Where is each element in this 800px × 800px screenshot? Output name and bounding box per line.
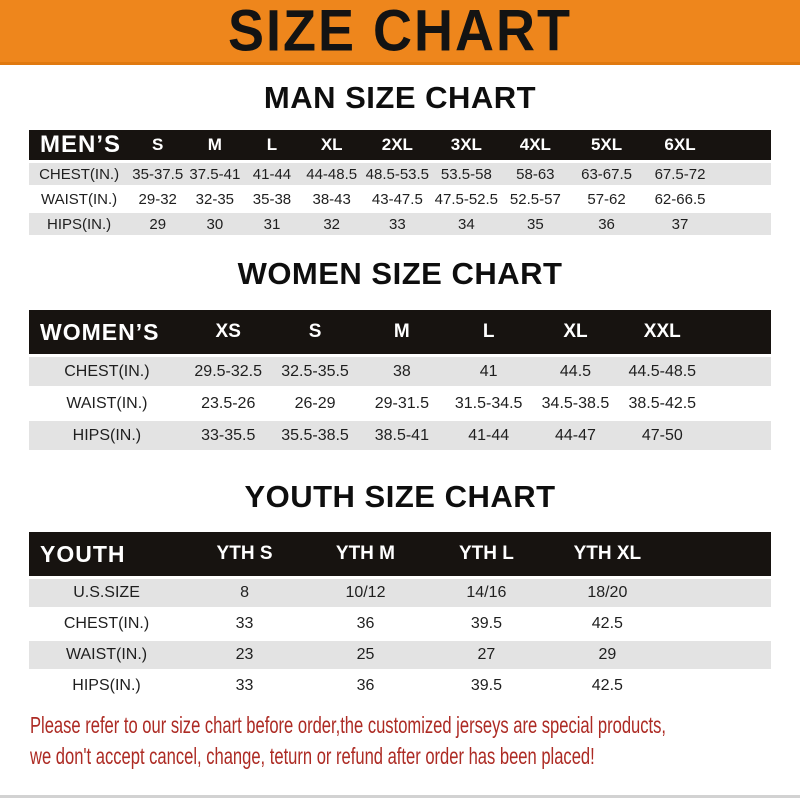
size-column-header: S — [272, 310, 359, 354]
size-column-header: 5XL — [570, 130, 643, 160]
size-value-cell: 36 — [305, 610, 426, 638]
size-value-cell: 29-32 — [129, 188, 186, 210]
measure-label: WAIST(IN.) — [29, 188, 129, 210]
measure-label: CHEST(IN.) — [29, 357, 185, 386]
size-value-cell: 38-43 — [301, 188, 363, 210]
size-value-cell: 29-31.5 — [358, 389, 445, 418]
size-column-header: YTH M — [305, 532, 426, 576]
table-row — [29, 421, 771, 450]
women-size-chart-title: WOMEN SIZE CHART — [237, 256, 563, 292]
size-value-cell: 44.5 — [532, 357, 619, 386]
size-column-header: 4XL — [501, 130, 570, 160]
measure-label: WAIST(IN.) — [29, 641, 184, 669]
size-value-cell: 30 — [186, 213, 243, 235]
size-value-cell: 41 — [445, 357, 532, 386]
size-value-cell: 34.5-38.5 — [532, 389, 619, 418]
size-column-header: XL — [532, 310, 619, 354]
size-value-cell: 35-37.5 — [129, 163, 186, 185]
size-column-header: 2XL — [363, 130, 432, 160]
youth-size-table — [29, 529, 771, 703]
size-value-cell: 67.5-72 — [643, 163, 716, 185]
size-value-cell: 32 — [301, 213, 363, 235]
size-value-cell: 29 — [129, 213, 186, 235]
spacer-cell — [706, 310, 771, 354]
spacer-cell — [668, 532, 771, 576]
size-column-header: YTH XL — [547, 532, 668, 576]
spacer-cell — [706, 389, 771, 418]
size-value-cell: 10/12 — [305, 579, 426, 607]
spacer-cell — [668, 672, 771, 700]
size-value-cell: 44-48.5 — [301, 163, 363, 185]
size-value-cell: 32-35 — [186, 188, 243, 210]
size-value-cell: 47-50 — [619, 421, 706, 450]
size-value-cell: 58-63 — [501, 163, 570, 185]
measure-label: HIPS(IN.) — [29, 672, 184, 700]
spacer-cell — [706, 357, 771, 386]
spacer-cell — [668, 610, 771, 638]
size-value-cell: 14/16 — [426, 579, 547, 607]
table-row — [29, 641, 771, 669]
size-value-cell: 42.5 — [547, 610, 668, 638]
spacer-cell — [717, 163, 771, 185]
size-value-cell: 32.5-35.5 — [272, 357, 359, 386]
disclaimer-line-1: Please refer to our size chart before order,the customized jerseys are special products, — [30, 712, 667, 739]
size-value-cell: 23.5-26 — [185, 389, 272, 418]
size-value-cell: 48.5-53.5 — [363, 163, 432, 185]
size-column-header: L — [243, 130, 300, 160]
size-value-cell: 38.5-42.5 — [619, 389, 706, 418]
men-size-table — [29, 127, 771, 238]
size-value-cell: 52.5-57 — [501, 188, 570, 210]
table-row — [29, 672, 771, 700]
size-value-cell: 42.5 — [547, 672, 668, 700]
size-value-cell: 38.5-41 — [358, 421, 445, 450]
size-value-cell: 44-47 — [532, 421, 619, 450]
size-value-cell: 62-66.5 — [643, 188, 716, 210]
size-value-cell: 33 — [184, 610, 305, 638]
size-value-cell: 41-44 — [243, 163, 300, 185]
size-column-header: M — [186, 130, 243, 160]
size-column-header: 6XL — [643, 130, 716, 160]
disclaimer — [30, 710, 800, 772]
table-row — [29, 213, 771, 235]
measure-label: HIPS(IN.) — [29, 421, 185, 450]
measure-label: CHEST(IN.) — [29, 610, 184, 638]
size-column-header: YTH L — [426, 532, 547, 576]
size-value-cell: 27 — [426, 641, 547, 669]
size-value-cell: 63-67.5 — [570, 163, 643, 185]
table-band-label: MEN’S — [29, 130, 129, 160]
size-column-header: XS — [185, 310, 272, 354]
size-value-cell: 23 — [184, 641, 305, 669]
size-value-cell: 41-44 — [445, 421, 532, 450]
measure-label: HIPS(IN.) — [29, 213, 129, 235]
measure-label: CHEST(IN.) — [29, 163, 129, 185]
size-value-cell: 29 — [547, 641, 668, 669]
table-header-row — [29, 532, 771, 576]
size-value-cell: 26-29 — [272, 389, 359, 418]
size-value-cell: 57-62 — [570, 188, 643, 210]
spacer-cell — [717, 130, 771, 160]
size-column-header: YTH S — [184, 532, 305, 576]
size-value-cell: 8 — [184, 579, 305, 607]
spacer-cell — [706, 421, 771, 450]
youth-size-chart-title: YOUTH SIZE CHART — [244, 479, 556, 515]
size-value-cell: 33-35.5 — [185, 421, 272, 450]
size-value-cell: 39.5 — [426, 610, 547, 638]
size-value-cell: 34 — [432, 213, 501, 235]
disclaimer-line-2: we don't accept cancel, change, teturn or refund after order has been placed! — [30, 743, 595, 770]
size-column-header: XL — [301, 130, 363, 160]
size-value-cell: 37 — [643, 213, 716, 235]
spacer-cell — [668, 579, 771, 607]
table-row — [29, 389, 771, 418]
size-column-header: XXL — [619, 310, 706, 354]
size-value-cell: 43-47.5 — [363, 188, 432, 210]
measure-label: WAIST(IN.) — [29, 389, 185, 418]
size-value-cell: 37.5-41 — [186, 163, 243, 185]
size-value-cell: 47.5-52.5 — [432, 188, 501, 210]
size-value-cell: 36 — [570, 213, 643, 235]
man-size-chart-title: MAN SIZE CHART — [263, 80, 537, 115]
size-value-cell: 25 — [305, 641, 426, 669]
size-value-cell: 53.5-58 — [432, 163, 501, 185]
size-value-cell: 33 — [363, 213, 432, 235]
size-column-header: S — [129, 130, 186, 160]
size-value-cell: 36 — [305, 672, 426, 700]
size-value-cell: 35 — [501, 213, 570, 235]
women-size-table — [29, 307, 771, 453]
size-value-cell: 39.5 — [426, 672, 547, 700]
size-chart-title: SIZE CHART — [228, 0, 572, 64]
size-value-cell: 35-38 — [243, 188, 300, 210]
table-row — [29, 188, 771, 210]
table-row — [29, 357, 771, 386]
measure-label: U.S.SIZE — [29, 579, 184, 607]
table-band-label: WOMEN’S — [29, 310, 185, 354]
table-row — [29, 610, 771, 638]
size-value-cell: 44.5-48.5 — [619, 357, 706, 386]
size-column-header: L — [445, 310, 532, 354]
bottom-divider — [0, 795, 800, 798]
size-value-cell: 29.5-32.5 — [185, 357, 272, 386]
spacer-cell — [668, 641, 771, 669]
size-value-cell: 33 — [184, 672, 305, 700]
size-value-cell: 31 — [243, 213, 300, 235]
size-value-cell: 35.5-38.5 — [272, 421, 359, 450]
spacer-cell — [717, 213, 771, 235]
table-band-label: YOUTH — [29, 532, 184, 576]
size-value-cell: 38 — [358, 357, 445, 386]
size-value-cell: 18/20 — [547, 579, 668, 607]
size-column-header: M — [358, 310, 445, 354]
table-row — [29, 579, 771, 607]
size-column-header: 3XL — [432, 130, 501, 160]
size-value-cell: 31.5-34.5 — [445, 389, 532, 418]
table-header-row — [29, 130, 771, 160]
table-row — [29, 163, 771, 185]
table-header-row — [29, 310, 771, 354]
spacer-cell — [717, 188, 771, 210]
size-chart-banner — [0, 0, 800, 65]
